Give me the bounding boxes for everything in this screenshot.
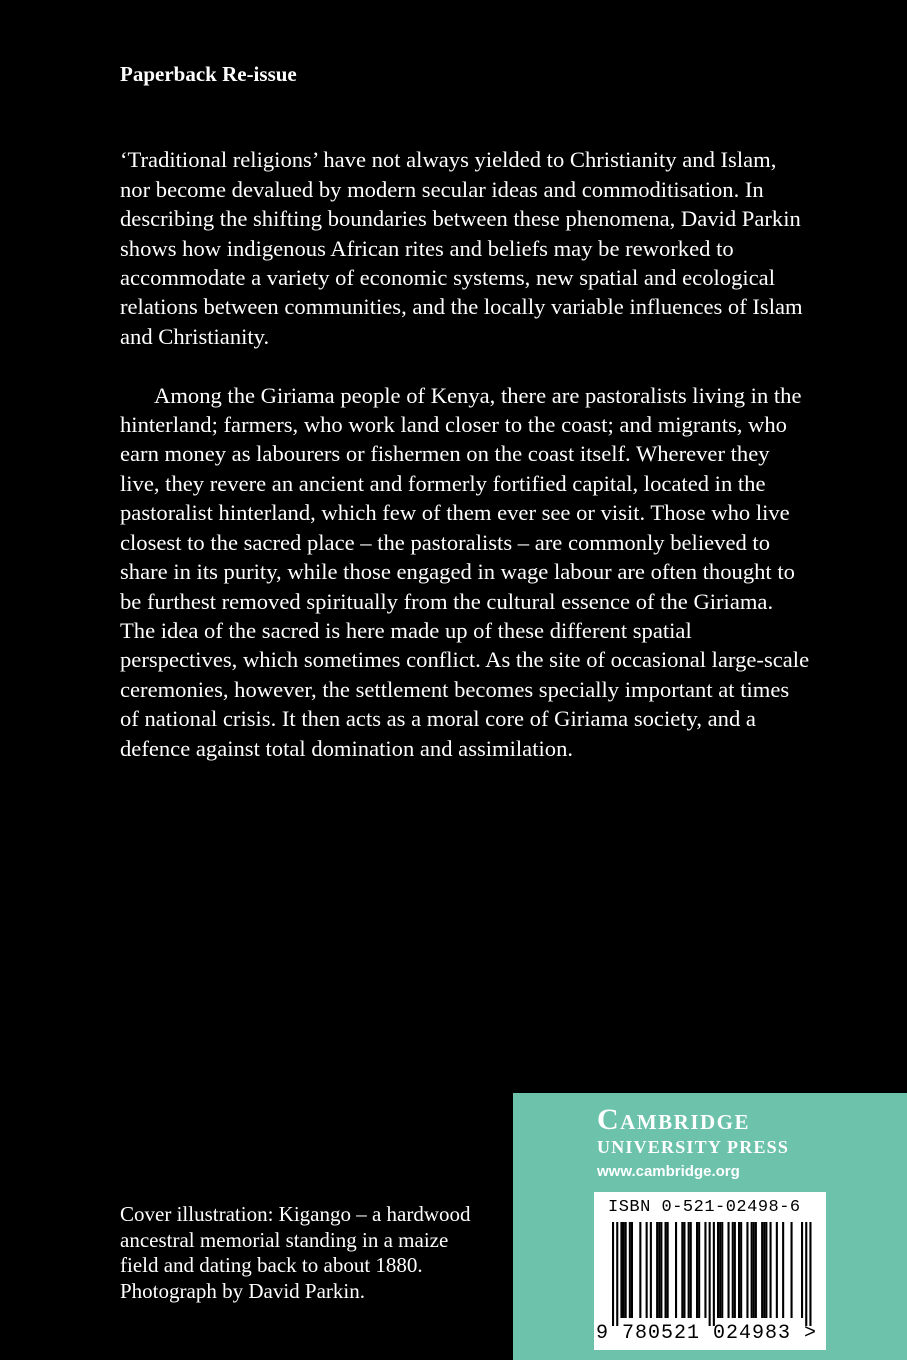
barcode-bar — [667, 1222, 669, 1318]
barcode-bar — [658, 1222, 660, 1318]
barcode-bar — [765, 1222, 767, 1318]
barcode-bar — [761, 1222, 763, 1318]
ean-digits: 9 780521 024983 > — [596, 1322, 818, 1345]
barcode-bar — [696, 1222, 698, 1318]
caption-line: Photograph by David Parkin. — [120, 1278, 365, 1303]
barcode-bar — [688, 1222, 690, 1318]
barcode-bar — [728, 1222, 730, 1318]
barcode-bar — [631, 1222, 633, 1318]
barcode-bar — [732, 1222, 734, 1318]
barcode-bar — [639, 1222, 641, 1318]
barcode-bar — [650, 1222, 652, 1318]
isbn-label: ISBN 0-521-02498-6 — [608, 1198, 801, 1217]
barcode-bar — [738, 1222, 740, 1318]
barcode-bar — [776, 1222, 778, 1318]
publisher-url: www.cambridge.org — [597, 1163, 740, 1180]
barcode-bar — [704, 1222, 706, 1318]
publisher-name: Cambridge — [597, 1103, 751, 1136]
caption-line: Cover illustration: Kigango – a hardwood — [120, 1202, 471, 1226]
barcode-bar — [782, 1222, 784, 1318]
barcode-bar — [690, 1222, 692, 1318]
barcode-bar — [721, 1222, 723, 1318]
barcode-bar — [681, 1222, 683, 1318]
caption-line: ancestral memorial standing in a maize — [120, 1227, 449, 1252]
barcode-bar — [629, 1222, 631, 1318]
blurb-paragraph-2: Among the Giriama people of Kenya, there are pastoralists living in the hinterland; farmers, who work land closer to the coast; and migrants, who earn money as labourers or fishermen on the coast itself. Wherever they live, they revere an ancient and formerly fortified capital, located in the pastoralist hinterland, which few of them ever see or visit. Those who live closest to the sacred place – the pastoralists – are commonly believed to share in its purity, while those engaged in wage labour are often thought to be furthest removed spiritually from the cultural essence of the Giriama. The idea of the sacred is here made up of these different spatial perspectives, which sometimes conflict. As the site of occasional large-scale ceremonies, however, the settlement becomes specially important at times of national crisis. It then acts as a moral core of Giriama society, and a defence against total domination and assimilation. — [120, 382, 810, 761]
publisher-panel — [513, 1093, 907, 1360]
cover-caption — [120, 1202, 520, 1304]
barcode-bar — [753, 1222, 755, 1318]
blurb — [120, 116, 810, 792]
blurb-paragraph-1: ‘Traditional religions’ have not always yielded to Christianity and Islam, nor become devalued by modern secular ideas and commoditisation. In describing the shifting boundaries between these phenomena, David Parkin shows how indigenous African rites and beliefs may be reworked to accommodate a variety of economic systems, new spatial and ecological relations between communities, and the locally variable influences of Islam and Christianity. — [120, 147, 803, 349]
publisher-subtitle: UNIVERSITY PRESS — [597, 1137, 790, 1157]
barcode-bar — [623, 1222, 625, 1318]
barcode-bar — [746, 1222, 748, 1318]
barcode-bar — [734, 1222, 736, 1318]
barcode-bar — [646, 1222, 648, 1318]
barcode-bar — [740, 1222, 742, 1318]
barcode-bar — [625, 1222, 627, 1318]
barcode-bars — [600, 1222, 820, 1326]
barcode-bar — [801, 1222, 803, 1318]
barcode-bar — [612, 1222, 614, 1326]
barcode-bar — [656, 1222, 658, 1318]
barcode-bar — [698, 1222, 700, 1318]
barcode-bar — [620, 1222, 622, 1318]
barcode-bar — [616, 1222, 618, 1326]
barcode-box — [594, 1192, 826, 1350]
barcode-bar — [805, 1222, 807, 1326]
barcode-bar — [770, 1222, 772, 1318]
barcode-bar — [755, 1222, 757, 1318]
barcode-bar — [809, 1222, 811, 1326]
barcode-bar — [791, 1222, 793, 1318]
barcode-bar — [675, 1222, 677, 1318]
heading: Paperback Re-issue — [120, 62, 297, 86]
barcode-bar — [709, 1222, 711, 1326]
barcode-bar — [660, 1222, 662, 1318]
barcode-bar — [713, 1222, 715, 1326]
barcode-bar — [717, 1222, 719, 1318]
barcode-bar — [719, 1222, 721, 1318]
barcode-bar — [763, 1222, 765, 1318]
barcode-bar — [683, 1222, 685, 1318]
barcode-bar — [665, 1222, 667, 1318]
caption-line: field and dating back to about 1880. — [120, 1253, 423, 1277]
barcode-bar — [751, 1222, 753, 1318]
